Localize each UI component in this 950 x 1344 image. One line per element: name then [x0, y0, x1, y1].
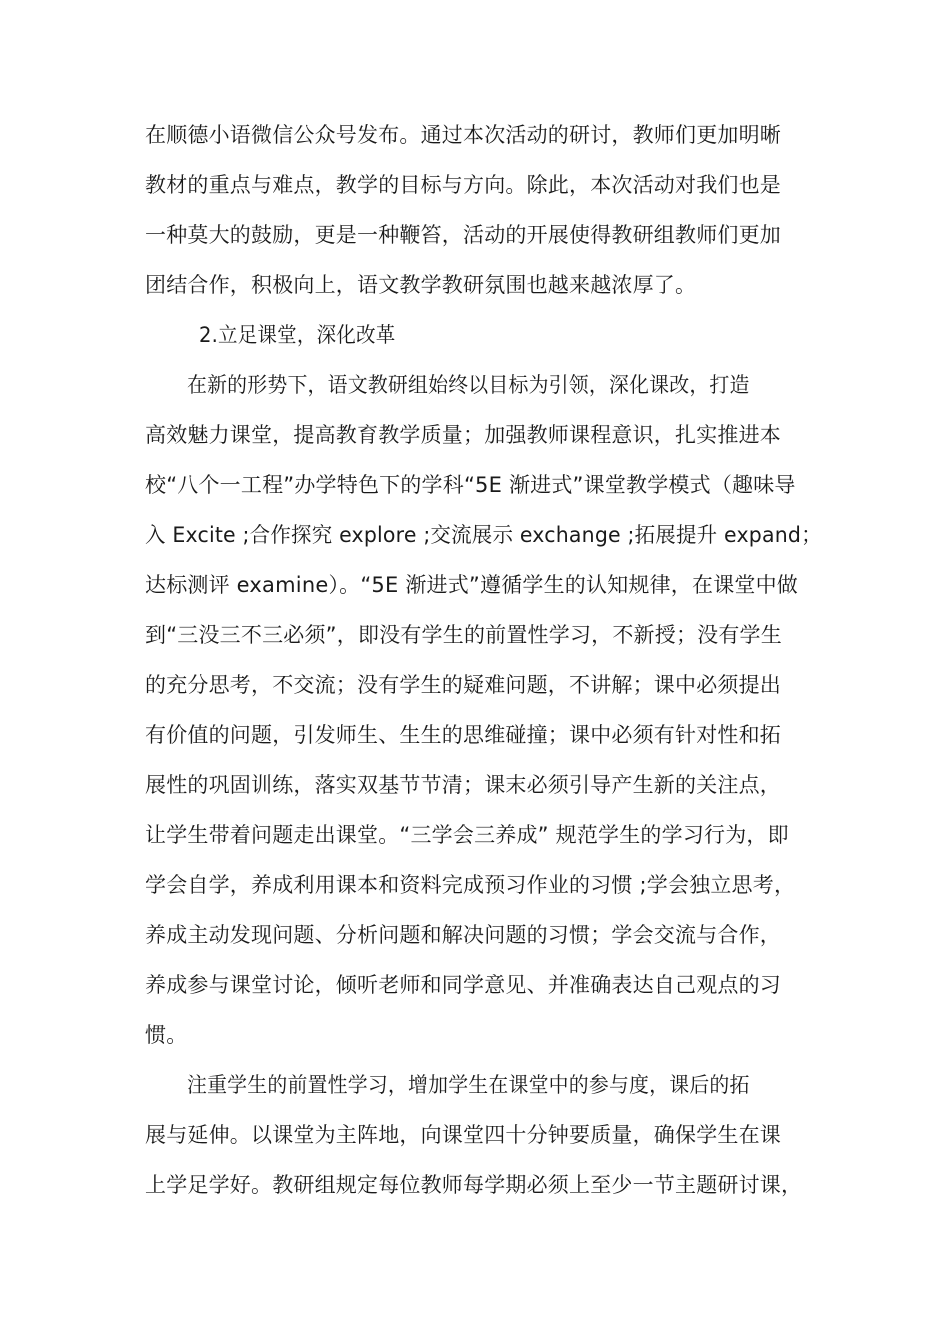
body-text-line: 在顺德小语微信公众号发布。通过本次活动的研讨，教师们更加明晰 [145, 123, 781, 147]
body-text-line: 让学生带着问题走出课堂。“三学会三养成” 规范学生的学习行为，即 [145, 823, 789, 847]
body-text-line: 养成主动发现问题、分析问题和解决问题的习惯；学会交流与合作， [145, 923, 781, 947]
body-text-line: 一种莫大的鼓励，更是一种鞭笞，活动的开展使得教研组教师们更加 [145, 223, 781, 247]
body-text-line: 养成参与课堂讨论，倾听老师和同学意见、并准确表达自己观点的习 [145, 973, 781, 997]
body-text-line: 高效魅力课堂，提高教育教学质量；加强教师课程意识，扎实推进本 [145, 423, 781, 447]
body-text-line: 的充分思考，不交流；没有学生的疑难问题，不讲解；课中必须提出 [145, 673, 781, 697]
body-text-line: 教材的重点与难点，教学的目标与方向。除此，本次活动对我们也是 [145, 173, 781, 197]
body-text-line: 上学足学好。教研组规定每位教师每学期必须上至少一节主题研讨课， [145, 1173, 803, 1197]
body-text-line: 学会自学，养成利用课本和资料完成预习作业的习惯 ;学会独立思考， [145, 873, 796, 897]
body-text-line: 展性的巩固训练，落实双基节节清；课末必须引导产生新的关注点， [145, 773, 781, 797]
paragraph-first-line: 在新的形势下，语文教研组始终以目标为引领，深化课改，打造 [187, 373, 750, 397]
body-text-line: 校“八个一工程”办学特色下的学科“5E 渐进式”课堂教学模式（趣味导 [145, 473, 796, 497]
body-text-line: 达标测评 examine）。“5E 渐进式”遵循学生的认知规律，在课堂中做 [145, 573, 799, 597]
body-text-line: 有价值的问题，引发师生、生生的思维碰撞；课中必须有针对性和拓 [145, 723, 781, 747]
body-text-line: 入 Excite ;合作探究 explore ;交流展示 exchange ;拓展提升 expand； [145, 523, 822, 547]
paragraph-first-line: 注重学生的前置性学习，增加学生在课堂中的参与度，课后的拓 [187, 1073, 750, 1097]
body-text-line: 展与延伸。以课堂为主阵地，向课堂四十分钟要质量，确保学生在课 [145, 1123, 781, 1147]
section-heading: 2.立足课堂，深化改革 [199, 323, 396, 347]
body-text-line: 到“三没三不三必须”，即没有学生的前置性学习，不新授；没有学生 [145, 623, 782, 647]
body-text-line: 惯。 [145, 1023, 188, 1047]
body-text-line: 团结合作，积极向上，语文教学教研氛围也越来越浓厚了。 [145, 273, 697, 297]
